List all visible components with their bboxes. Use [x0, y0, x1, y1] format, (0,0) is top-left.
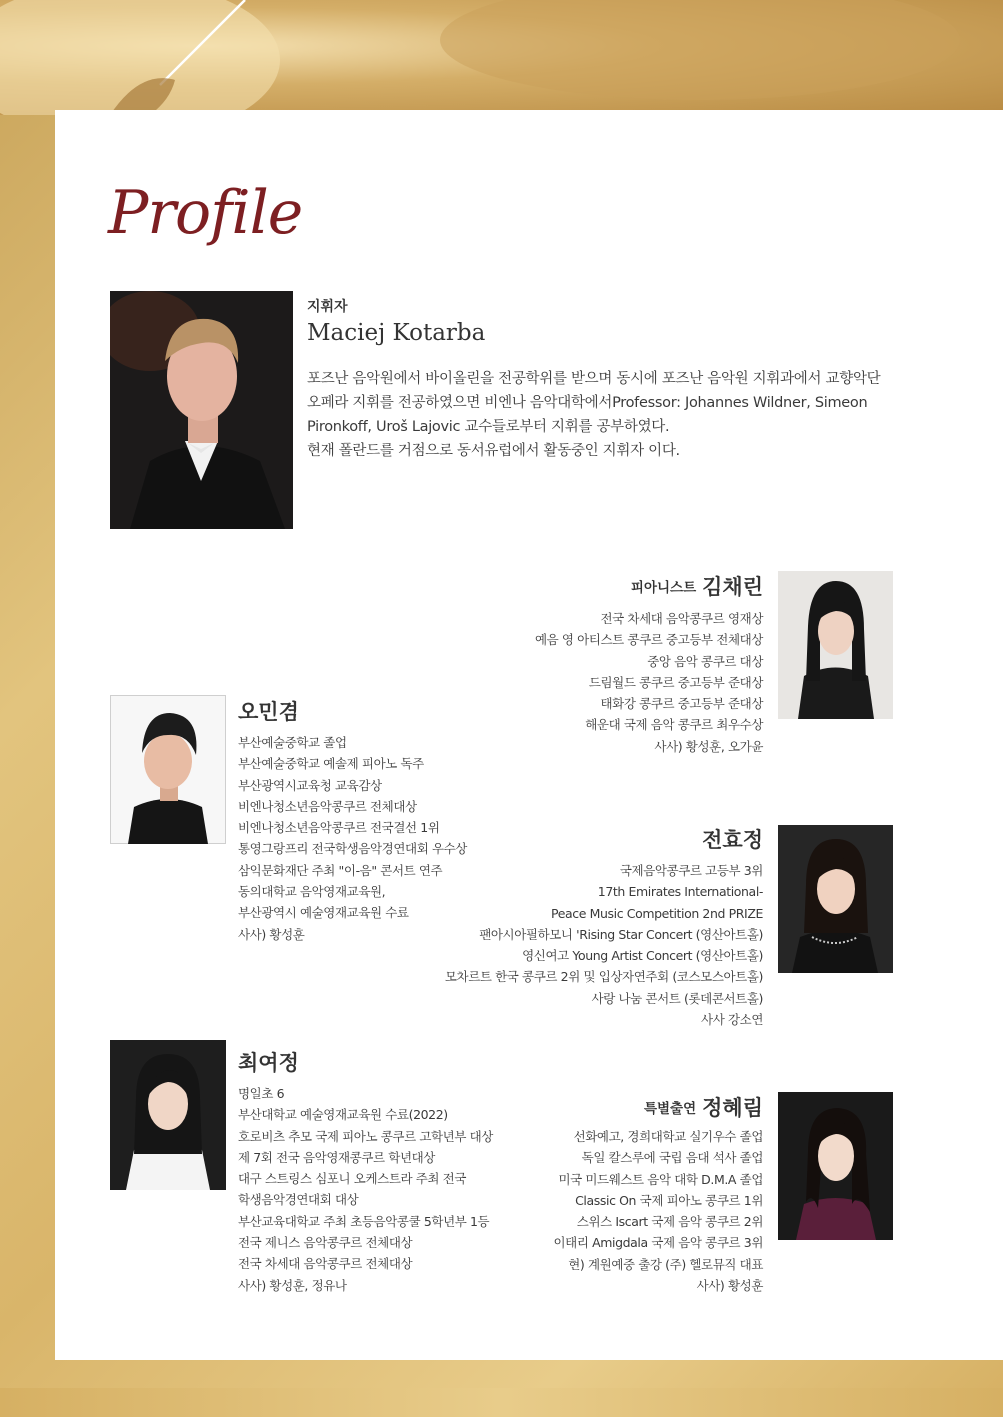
- list-item: 비엔나청소년음악콩쿠르 전국결선 1위: [238, 820, 440, 836]
- jung-career-list: [553, 1126, 763, 1296]
- list-item: 부산대학교 예술영재교육원 수료(2022): [238, 1107, 448, 1123]
- list-item: 17th Emirates International-: [597, 884, 763, 900]
- list-item: 사사) 황성훈: [238, 926, 305, 942]
- list-item: 영신여고 Young Artist Concert (영산아트홀): [522, 948, 763, 964]
- list-item: 드림월드 콩쿠르 중고등부 준대상: [588, 674, 763, 690]
- conductor-name: Maciej Kotarba: [307, 320, 486, 346]
- kim-photo: [778, 571, 893, 719]
- jung-role: 특별출연: [643, 1101, 697, 1117]
- list-item: 현) 계원예중 출강 (주) 헬로뮤직 대표: [568, 1256, 763, 1272]
- footer-band: [0, 1388, 1003, 1417]
- header-background-photo: [0, 0, 1003, 115]
- list-item: 독일 칼스루에 국립 음대 석사 졸업: [581, 1150, 763, 1166]
- list-item: 부산광역시교육청 교육감상: [238, 777, 382, 793]
- conductor-role: 지휘자: [307, 299, 348, 315]
- list-item: 부산교육대학교 주최 초등음악콩쿨 5학년부 1등: [238, 1213, 490, 1229]
- list-item: Peace Music Competition 2nd PRIZE: [551, 905, 763, 921]
- list-item: 사사) 황성훈, 오가윤: [654, 738, 763, 754]
- list-item: 미국 미드웨스트 음악 대학 D.M.A 졸업: [558, 1171, 763, 1187]
- jeon-photo: [778, 825, 893, 973]
- list-item: 삼익문화재단 주최 "이-음" 콘서트 연주: [238, 862, 443, 878]
- oh-career-list: [238, 732, 467, 945]
- jeon-heading: [702, 824, 763, 854]
- jung-heading: [644, 1092, 763, 1122]
- list-item: 사사) 황성훈, 정유나: [238, 1277, 347, 1293]
- jeon-career-list: [445, 860, 763, 1030]
- kim-career-list: [535, 608, 763, 757]
- list-item: 학생음악경연대회 대상: [238, 1192, 359, 1208]
- conductor-baton-image: [0, 0, 1003, 115]
- list-item: 대구 스트링스 심포니 오케스트라 주최 전국: [238, 1171, 467, 1187]
- list-item: 사사 강소연: [701, 1012, 763, 1028]
- list-item: 모차르트 한국 콩쿠르 2위 및 입상자연주회 (코스모스아트홀): [444, 969, 763, 985]
- list-item: 예음 영 아티스트 콩쿠르 중고등부 전체대상: [534, 632, 763, 648]
- bio-line: 현재 폴란드를 거점으로 동서유럽에서 활동중인 지휘자 이다.: [307, 443, 680, 459]
- page-title: Profile: [108, 178, 303, 248]
- bio-line: 포즈난 음악원에서 바이올린을 전공학위를 받으며 동시에 포즈난 음악원 지휘과에서 교향악단: [307, 371, 881, 387]
- oh-photo: [110, 695, 226, 844]
- kim-heading: [631, 571, 763, 601]
- list-item: 전국 차세대 음악콩쿠르 전체대상: [238, 1256, 413, 1272]
- kim-role: 피아니스트: [630, 580, 697, 596]
- jeon-name: 전효정: [702, 827, 763, 852]
- list-item: 호로비츠 추모 국제 피아노 콩쿠르 고학년부 대상: [238, 1128, 493, 1144]
- choi-career-list: [238, 1083, 493, 1296]
- list-item: 이태리 Amigdala 국제 음악 콩쿠르 3위: [553, 1235, 763, 1251]
- list-item: 부산예술중학교 예솔제 피아노 독주: [238, 756, 424, 772]
- list-item: 부산광역시 예술영재교육원 수료: [238, 905, 409, 921]
- list-item: 사랑 나눔 콘서트 (롯데콘서트홀): [591, 990, 763, 1006]
- list-item: 통영그랑프리 전국학생음악경연대회 우수상: [238, 841, 467, 857]
- list-item: 명일초 6: [238, 1086, 285, 1101]
- jung-photo: [778, 1092, 893, 1240]
- list-item: Classic On 국제 피아노 콩쿠르 1위: [575, 1192, 763, 1208]
- jung-name: 정혜림: [702, 1095, 763, 1120]
- list-item: 사사) 황성훈: [696, 1278, 763, 1294]
- list-item: 중앙 음악 콩쿠르 대상: [647, 653, 763, 669]
- list-item: 비엔나청소년음악콩쿠르 전체대상: [238, 798, 417, 814]
- conductor-bio: [307, 367, 893, 463]
- list-item: 부산예술중학교 졸업: [238, 735, 347, 750]
- list-item: 태화강 콩쿠르 중고등부 준대상: [600, 696, 763, 712]
- bio-line: Pironkoff, Uroš Lajovic 교수들로부터 지휘를 공부하였다.: [307, 419, 670, 435]
- list-item: 동의대학교 음악영재교육원,: [238, 884, 386, 900]
- list-item: 제 7회 전국 음악영재콩쿠르 학년대상: [238, 1149, 435, 1165]
- list-item: 전국 차세대 음악콩쿠르 영재상: [600, 611, 763, 626]
- list-item: 국제음악콩쿠르 고등부 3위: [619, 863, 763, 878]
- choi-name: 최여정: [238, 1050, 299, 1075]
- list-item: 선화예고, 경희대학교 실기우수 졸업: [573, 1129, 763, 1144]
- list-item: 스위스 Iscart 국제 음악 콩쿠르 2위: [576, 1214, 763, 1230]
- conductor-photo: [110, 291, 293, 529]
- list-item: 팬아시아필하모니 'Rising Star Concert (영산아트홀): [479, 926, 763, 942]
- list-item: 전국 제니스 음악콩쿠르 전체대상: [238, 1235, 413, 1251]
- bio-line: 오페라 지휘를 전공하였으면 비엔나 음악대학에서Professor: Johannes Wildner, Simeon: [307, 395, 868, 411]
- kim-name: 김채린: [702, 574, 763, 599]
- choi-photo: [110, 1040, 226, 1190]
- oh-name: 오민겸: [238, 699, 299, 724]
- list-item: 해운대 국제 음악 콩쿠르 최우수상: [585, 717, 763, 733]
